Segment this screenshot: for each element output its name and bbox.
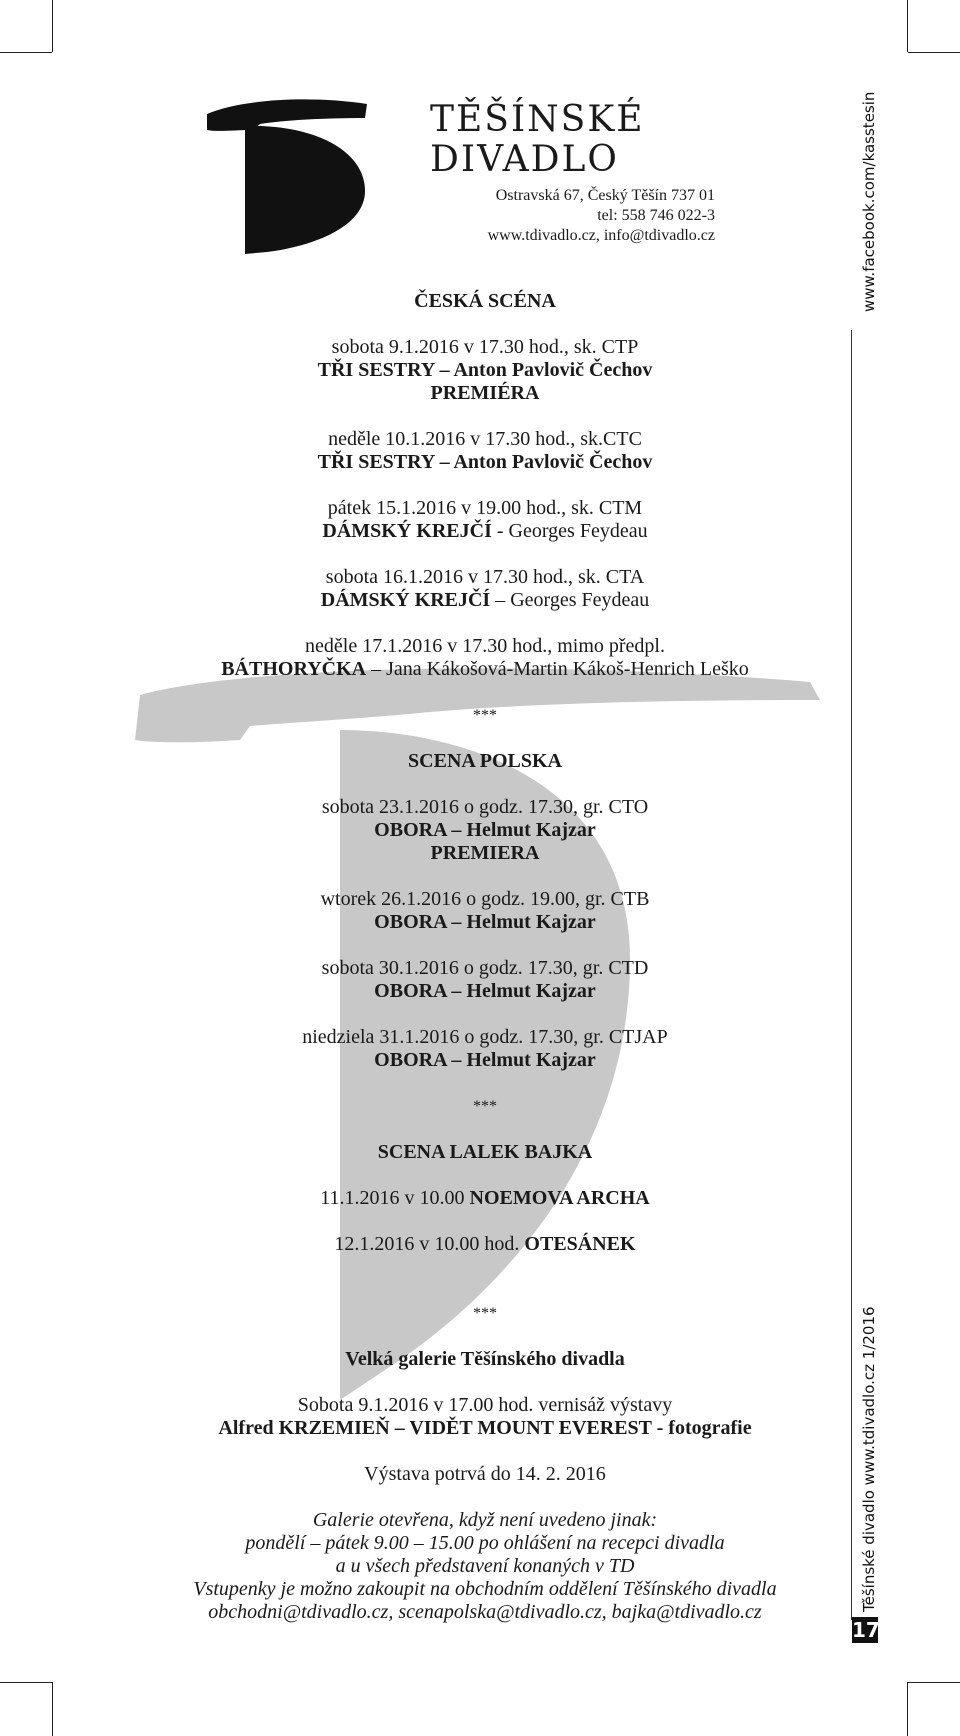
section-title-polska: SCENA POLSKA (408, 750, 562, 772)
gallery-info: Galerie otevřena, když není uvedeno jinak: (312, 1509, 658, 1531)
event-title: OTESÁNEK (524, 1233, 636, 1255)
gallery-contacts: obchodni@tdivadlo.cz, scenapolska@tdivadlo.cz, bajka@tdivadlo.cz (208, 1601, 762, 1623)
event-title: OBORA – Helmut Kajzar (374, 980, 596, 1002)
event-note: PREMIÉRA (430, 382, 540, 404)
section-title-ceska: ČESKÁ SCÉNA (414, 290, 556, 312)
event-title: OBORA – Helmut Kajzar (374, 1049, 596, 1071)
event-date: sobota 23.1.2016 o godz. 17.30, gr. CTO (321, 796, 649, 818)
crop-mark (907, 1682, 908, 1736)
web-email: www.tdivadlo.cz, info@tdivadlo.cz (487, 227, 715, 244)
event-title: OBORA – Helmut Kajzar (374, 819, 596, 841)
section-title-bajka: SCENA LALEK BAJKA (377, 1141, 593, 1163)
theatre-name-line2: DIVADLO (430, 139, 619, 180)
exhibition-date: Sobota 9.1.2016 v 17.00 hod. vernisáž výstavy (297, 1394, 673, 1416)
theatre-name-line1: TĚŠÍNSKÉ (430, 99, 645, 140)
event-date: neděle 10.1.2016 v 17.30 hod., sk.CTC (328, 428, 642, 450)
crop-mark (908, 1682, 960, 1683)
crop-mark (908, 52, 960, 53)
separator: *** (473, 707, 497, 724)
event-note: PREMIERA (430, 842, 540, 864)
event-line (140, 658, 830, 681)
theatre-logo (205, 96, 375, 256)
theatre-contact (488, 186, 715, 246)
crop-mark (52, 1682, 53, 1736)
gallery-info: pondělí – pátek 9.00 – 15.00 po ohlášení na recepci divadla (245, 1532, 725, 1554)
event-title: DÁMSKÝ KREJČÍ (322, 520, 492, 542)
program-listing (140, 290, 830, 1624)
theatre-name (430, 100, 645, 180)
gallery-info: Vstupenky je možno zakoupit na obchodním oddělení Těšínského divadla (193, 1578, 777, 1600)
event-title: OBORA – Helmut Kajzar (374, 911, 596, 933)
event-date: sobota 9.1.2016 v 17.30 hod., sk. CTP (331, 336, 639, 358)
event-title: DÁMSKÝ KREJČÍ (320, 589, 491, 611)
event-date: wtorek 26.1.2016 o godz. 19.00, gr. CTB (320, 888, 650, 910)
exhibition-title: Alfred KRZEMIEŇ – VIDĚT MOUNT EVEREST - fotografie (218, 1417, 752, 1439)
event-date: 11.1.2016 v 10.00 (320, 1187, 470, 1209)
event-title: TŘI SESTRY – Anton Pavlovič Čechov (317, 359, 653, 381)
event-title: BÁTHORYČKA (221, 658, 367, 680)
event-line (140, 589, 830, 612)
event-author: – Jana Kákošová-Martin Kákoš-Henrich Leško (366, 658, 749, 680)
theatre-header (205, 96, 715, 256)
crop-mark (0, 1682, 52, 1683)
page-number: 17 (852, 1618, 880, 1642)
event-line (140, 1233, 830, 1256)
separator: *** (473, 1098, 497, 1115)
event-date: niedziela 31.1.2016 o godz. 17.30, gr. CTJAP (302, 1026, 668, 1048)
event-date: pátek 15.1.2016 v 19.00 hod., sk. CTM (327, 497, 643, 519)
separator: *** (473, 1305, 497, 1322)
event-author: – Georges Feydeau (490, 589, 650, 611)
event-date: neděle 17.1.2016 v 17.30 hod., mimo předpl. (305, 635, 665, 657)
address: Ostravská 67, Český Těšín 737 01 (495, 187, 715, 204)
crop-mark (52, 0, 53, 52)
exhibition-duration: Výstava potrvá do 14. 2. 2016 (364, 1463, 606, 1485)
event-date: sobota 30.1.2016 o godz. 17.30, gr. CTD (321, 957, 649, 979)
phone: tel: 558 746 022-3 (597, 207, 715, 224)
gallery-info: a u všech představení konaných v TD (335, 1555, 635, 1577)
event-title: TŘI SESTRY – Anton Pavlovič Čechov (317, 451, 653, 473)
section-title-galerie: Velká galerie Těšínského divadla (345, 1348, 625, 1370)
event-title: NOEMOVA ARCHA (469, 1187, 650, 1209)
facebook-link: www.facebook.com/kasstesin (860, 91, 878, 312)
crop-mark (0, 52, 52, 53)
page-footer: Těšínské divadlo www.tdivadlo.cz 1/2016 (860, 1306, 878, 1612)
crop-mark (907, 0, 908, 52)
event-date: 12.1.2016 v 10.00 hod. (334, 1233, 525, 1255)
event-line (140, 1187, 830, 1210)
sidebar-rule (851, 330, 852, 1620)
event-author: - Georges Feydeau (491, 520, 648, 542)
event-line (140, 520, 830, 543)
event-date: sobota 16.1.2016 v 17.30 hod., sk. CTA (325, 566, 645, 588)
